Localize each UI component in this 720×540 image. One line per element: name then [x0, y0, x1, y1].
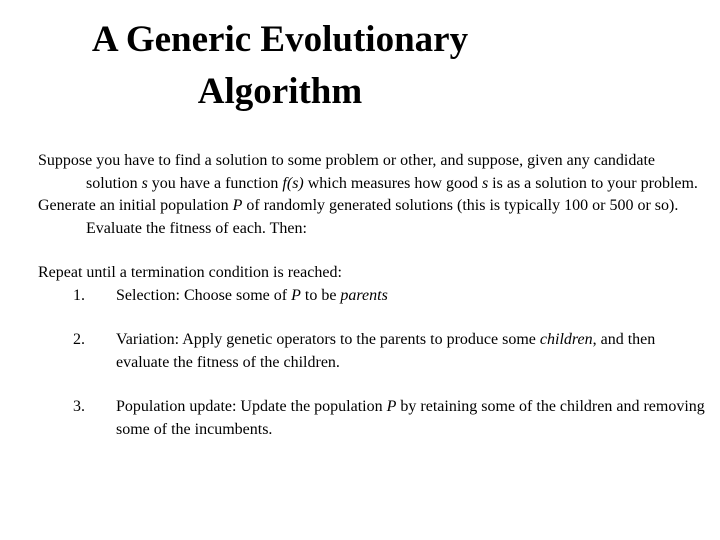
step3-text-b: by retaining some of the children and removing some of the incumbents. — [116, 398, 705, 438]
step-text — [116, 329, 710, 374]
intro-paragraph-2 — [38, 195, 710, 240]
intro-p1-text-d: is as a solution to your problem. — [488, 174, 698, 192]
variable-s: s — [141, 174, 148, 192]
step-text — [116, 396, 710, 441]
step-number: 1. — [73, 286, 85, 304]
slide-body — [38, 150, 710, 441]
variable-P: P — [291, 286, 301, 304]
step2-text-b: , and then evaluate the fitness of the children. — [116, 331, 656, 371]
intro-p2-text-b: of randomly generated solutions (this is typically 100 or 500 or so). Evaluate the fitness of each. Then: — [86, 197, 679, 237]
intro-p1-text-a: Suppose you have to find a solution to some problem or other, and suppose, given any candidate solution — [38, 152, 656, 192]
step1-text-b: to be — [300, 286, 341, 304]
intro-p1-text-b: you have a function — [147, 174, 283, 192]
spacer — [38, 307, 710, 329]
repeat-heading: Repeat until a termination condition is reached: — [38, 264, 342, 281]
title-line-1: A Generic Evolutionary — [91, 19, 469, 60]
function-f-of-s: f(s) — [282, 174, 304, 192]
variable-P: P — [386, 398, 397, 415]
step-item-variation — [38, 329, 710, 374]
term-parents: parents — [340, 286, 388, 304]
variable-P: P — [232, 197, 243, 214]
intro-p1-text-c: which measures how good — [303, 174, 482, 192]
intro-p2-text-a: Generate an initial population — [38, 197, 233, 214]
term-children: children — [539, 331, 593, 348]
step3-text-a: Population update: Update the population — [116, 398, 387, 415]
slide-title — [0, 14, 560, 118]
step-number: 2. — [73, 331, 85, 348]
step-item-selection — [38, 285, 710, 308]
variable-s-2: s — [481, 174, 489, 192]
intro-paragraph-1 — [38, 150, 710, 195]
step-number: 3. — [73, 398, 85, 415]
spacer — [38, 374, 710, 396]
step2-text-a: Variation: Apply genetic operators to the parents to produce some — [116, 331, 540, 348]
spacer — [38, 240, 710, 262]
step-text — [116, 285, 710, 308]
step1-text-a: Selection: Choose some of — [116, 286, 292, 304]
step-item-population-update — [38, 396, 710, 441]
title-line-2: Algorithm — [197, 71, 363, 112]
